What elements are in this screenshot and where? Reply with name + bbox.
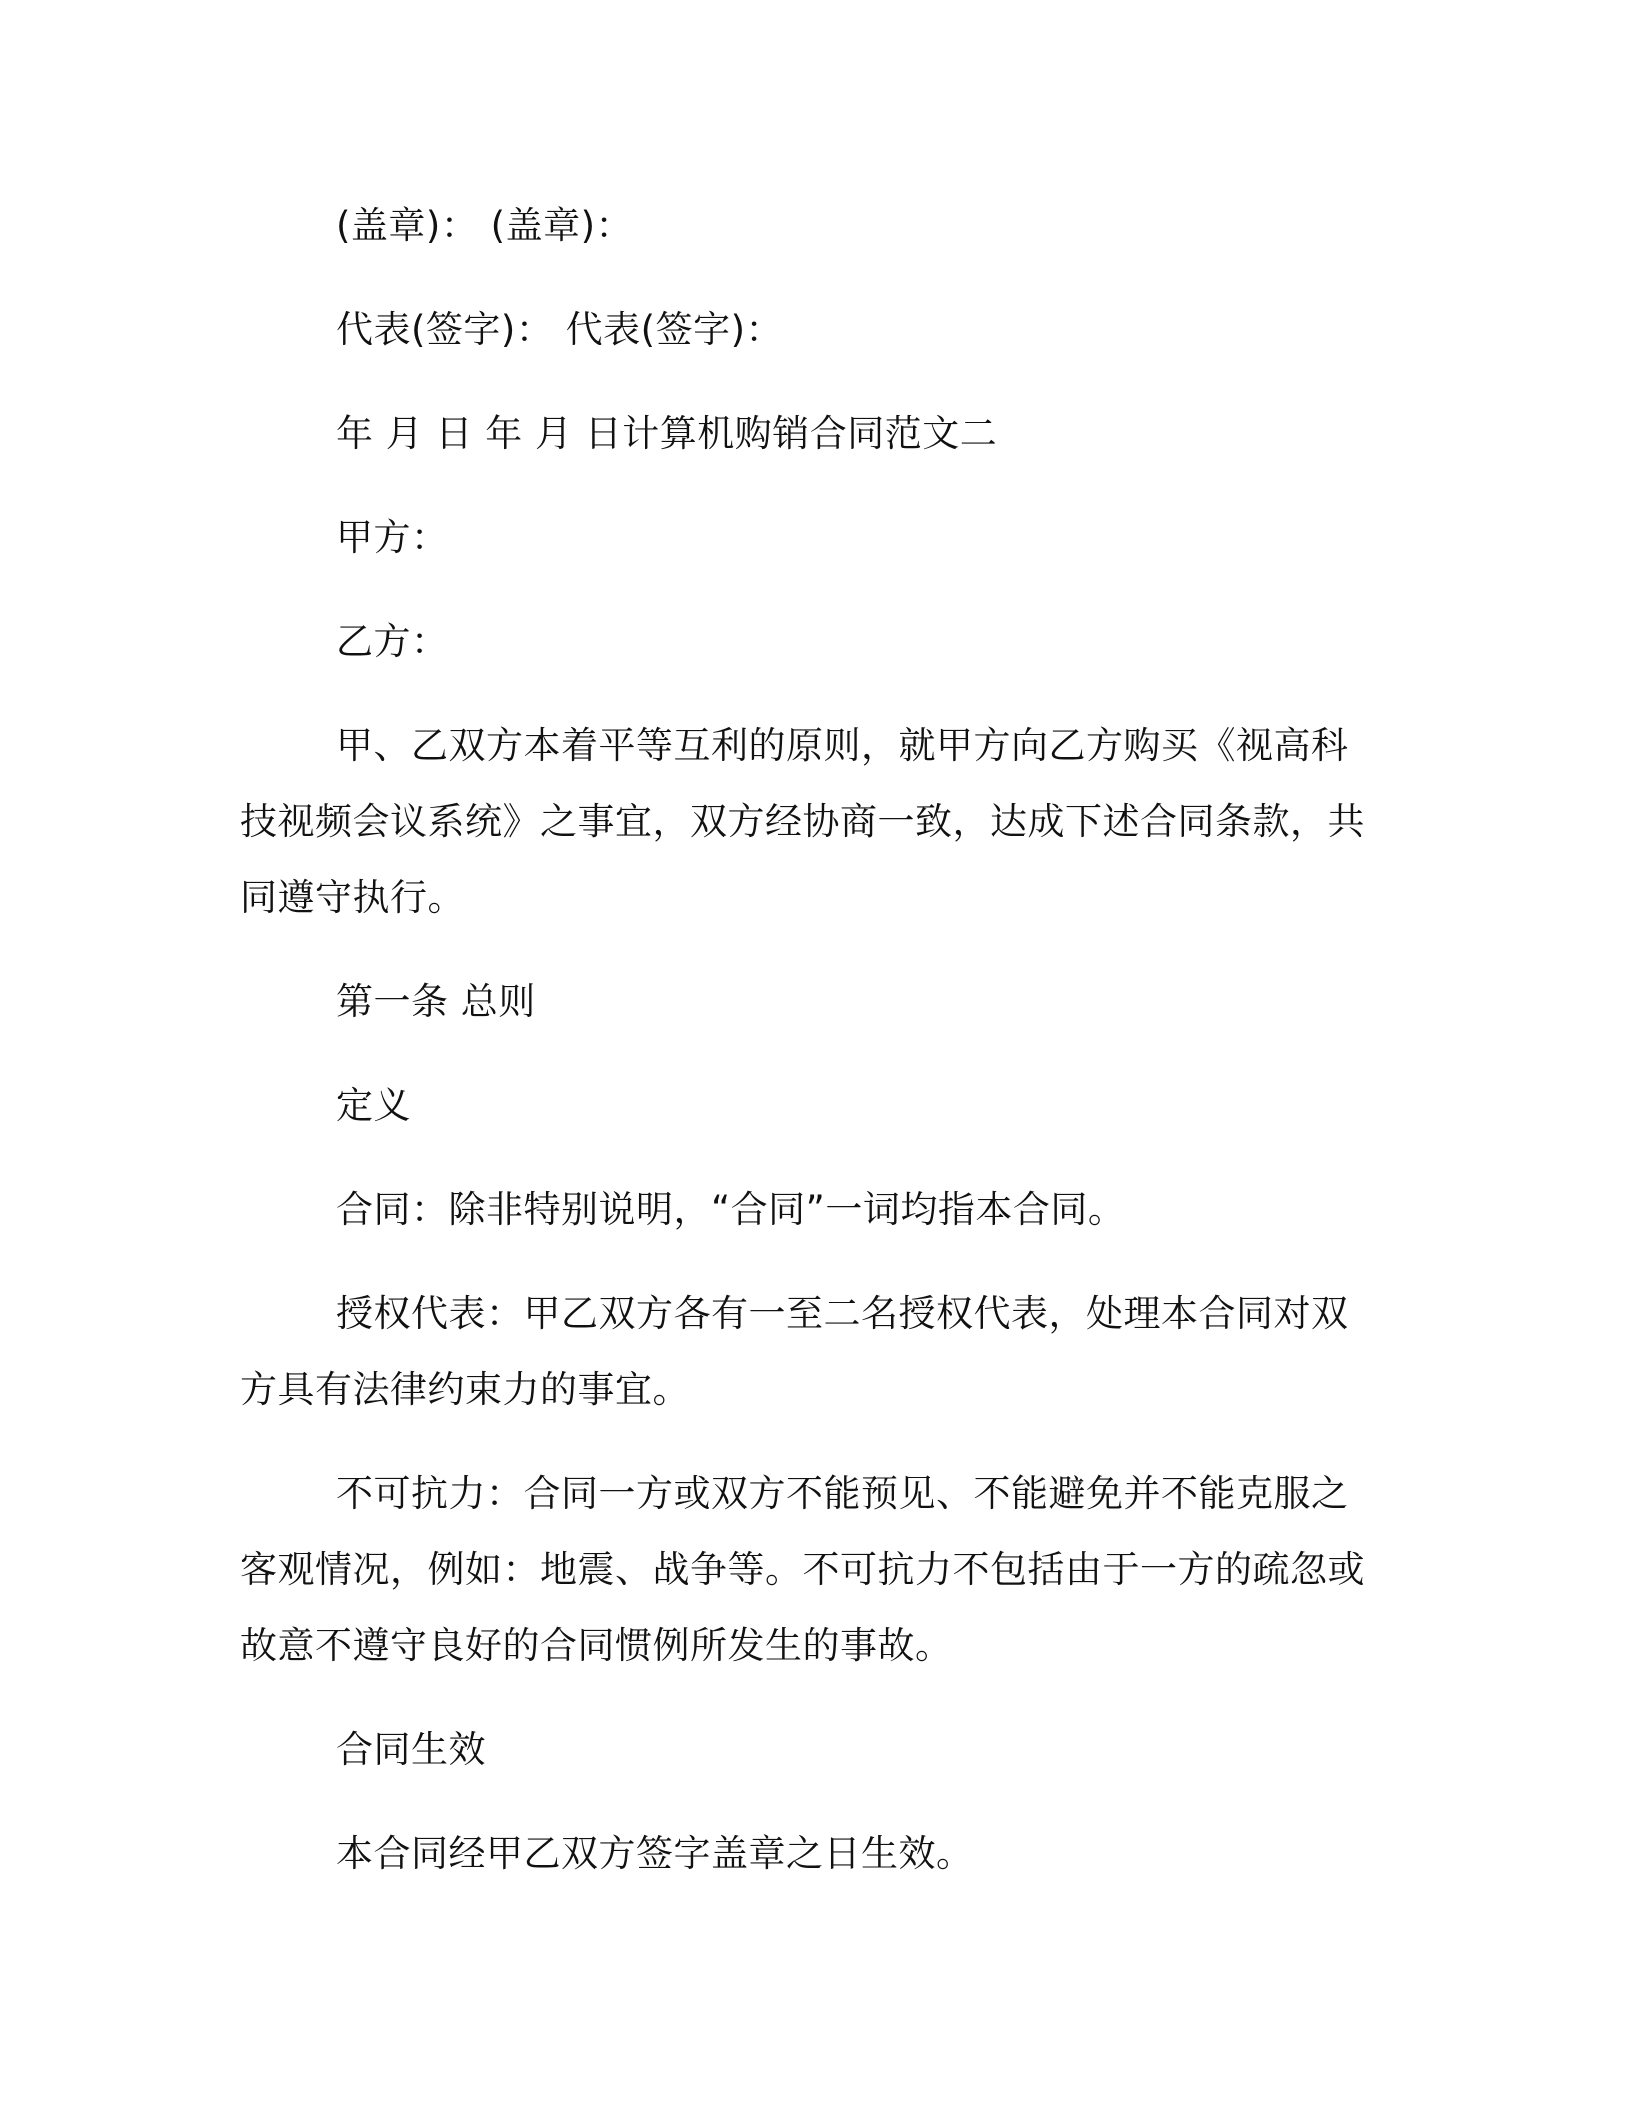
authorized-representative-definition: 授权代表：甲乙双方各有一至二名授权代表，处理本合同对双方具有法律约束力的事宜。 — [240, 1292, 1349, 1411]
article-one-heading: 第一条 总则 — [336, 980, 536, 1023]
date-and-title-line: 年 月 日 年 月 日计算机购销合同范文二 — [336, 412, 998, 455]
preamble-paragraph: 甲、乙双方本着平等互利的原则，就甲方向乙方购买《视高科技视频会议系统》之事宜，双方经协商一致，达成下述合同条款，共同遵守执行。 — [240, 724, 1365, 919]
definitions-heading: 定义 — [336, 1084, 411, 1127]
contract-effect-paragraph: 本合同经甲乙双方签字盖章之日生效。 — [336, 1832, 974, 1875]
seal-line: (盖章)： (盖章)： — [336, 204, 634, 247]
force-majeure-definition: 不可抗力：合同一方或双方不能预见、不能避免并不能克服之客观情况，例如：地震、战争等。不可抗力不包括由于一方的疏忽或故意不遵守良好的合同惯例所发生的事故。 — [240, 1472, 1365, 1667]
representative-signature-line: 代表(签字)： 代表(签字)： — [336, 308, 784, 351]
party-a-line: 甲方： — [336, 516, 449, 559]
contract-definition: 合同：除非特别说明，“合同”一词均指本合同。 — [336, 1188, 1126, 1231]
contract-effect-heading: 合同生效 — [336, 1728, 486, 1771]
party-b-line: 乙方： — [336, 620, 449, 663]
document-body — [240, 188, 1370, 1920]
